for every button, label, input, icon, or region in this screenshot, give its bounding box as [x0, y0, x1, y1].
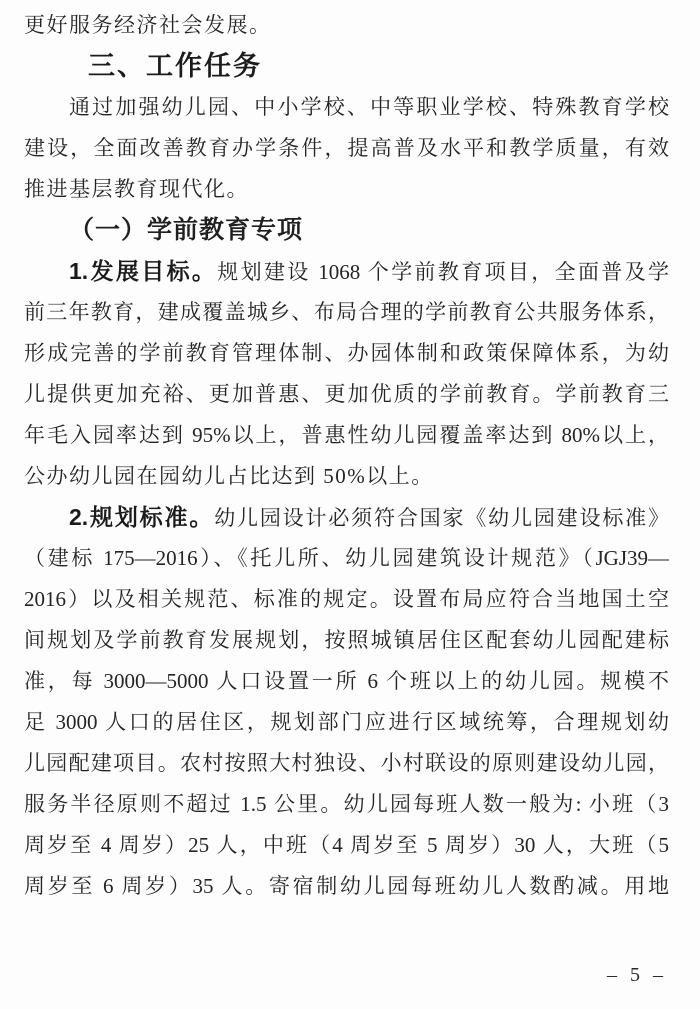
text-line: 前三年教育，建成覆盖城乡、布局合理的学前教育公共服务体系， [24, 300, 669, 324]
section-heading: 三、工作任务 [88, 51, 262, 81]
text-line: 通过加强幼儿园、中小学校、中等职业学校、特殊教育学校 [69, 95, 669, 119]
paragraph-lead: 2.规划标准。 [69, 504, 215, 530]
document-body [24, 5, 669, 907]
text-line: 2.规划标准。幼儿园设计必须符合国家《幼儿园建设标准》 [69, 504, 669, 530]
text-line: 公办幼儿园在园幼儿占比达到 50%以上。 [24, 464, 434, 488]
text-line: 1.发展目标。规划建设 1068 个学前教育项目，全面普及学 [69, 258, 669, 284]
text-line: 形成完善的学前教育管理体制、办园体制和政策保障体系，为幼 [24, 341, 669, 365]
text-line: 推进基层教育现代化。 [24, 177, 249, 201]
text-line: 周岁至 4 周岁）25 人，中班（4 周岁至 5 周岁）30 人，大班（5 [24, 833, 669, 857]
text-line: （建标 175—2016）、《托儿所、幼儿园建筑设计规范》（JGJ39— [24, 546, 669, 570]
text-line: 2016）以及相关规范、标准的规定。设置布局应符合当地国土空 [24, 587, 669, 611]
subsection-heading: （一）学前教育专项 [69, 217, 304, 244]
text-line: 足 3000 人口的居住区，规划部门应进行区域统筹，合理规划幼 [24, 710, 669, 734]
text-line: 建设，全面改善教育办学条件，提高普及水平和教学质量，有效 [24, 136, 669, 160]
text-line: 年毛入园率达到 95%以上，普惠性幼儿园覆盖率达到 80%以上， [24, 423, 669, 447]
text-line: 服务半径原则不超过 1.5 公里。幼儿园每班人数一般为: 小班（3 [24, 792, 669, 816]
text-line: 准，每 3000—5000 人口设置一所 6 个班以上的幼儿园。规模不 [24, 669, 669, 693]
text-line: 间规划及学前教育发展规划，按照城镇居住区配套幼儿园配建标 [24, 628, 669, 652]
page-number: – 5 – [607, 964, 667, 986]
text-line: 儿园配建项目。农村按照大村独设、小村联设的原则建设幼儿园， [24, 751, 669, 775]
text-line: 周岁至 6 周岁）35 人。寄宿制幼儿园每班幼儿人数酌减。用地 [24, 874, 669, 898]
paragraph-lead: 1.发展目标。 [69, 258, 218, 284]
text-line: 更好服务经济社会发展。 [24, 13, 272, 37]
text-line: 儿提供更加充裕、更加普惠、更加优质的学前教育。学前教育三 [24, 382, 669, 406]
